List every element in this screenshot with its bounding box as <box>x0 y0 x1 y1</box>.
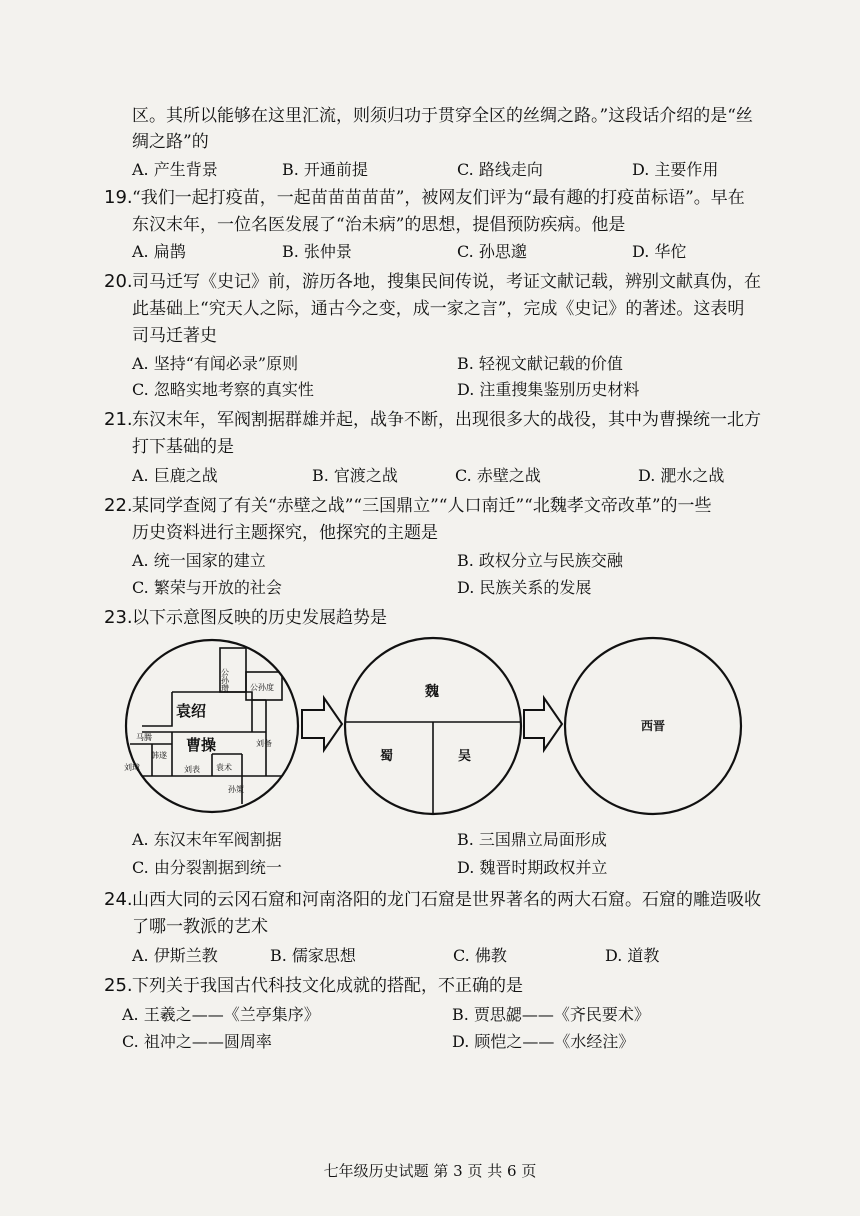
label-wei: 魏 <box>425 684 439 700</box>
q20-option-a: A. 坚持“有闻必录”原则 <box>132 354 299 373</box>
q24-option-b: B. 儒家思想 <box>270 946 356 965</box>
q18-text-line1: 区。其所以能够在这里汇流，则须归功于贯穿全区的丝绸之路。”这段话介绍的是“丝 <box>132 106 753 126</box>
q19-option-a: A. 扁鹊 <box>132 242 186 261</box>
q25-option-a: A. 王羲之——《兰亭集序》 <box>122 1005 320 1024</box>
label-gongsundu: 公孙度 <box>250 683 274 692</box>
q20-number: 20. <box>104 271 133 292</box>
label-gongsunzan: 公孙瓒 <box>220 668 230 692</box>
q21-option-d: D. 淝水之战 <box>638 466 725 485</box>
q21-option-b: B. 官渡之战 <box>312 466 398 485</box>
q23-option-d: D. 魏晋时期政权并立 <box>457 858 608 877</box>
page-footer: 七年级历史试题 第 3 页 共 6 页 <box>323 1162 537 1180</box>
q20-text-line3: 司马迁著史 <box>132 326 217 346</box>
label-xijin: 西晋 <box>641 719 666 733</box>
q23-text-line1: 以下示意图反映的历史发展趋势是 <box>132 608 387 628</box>
q20-option-d: D. 注重搜集鉴别历史材料 <box>457 380 640 399</box>
label-liuzhang: 刘璋 <box>124 763 140 772</box>
q20-text-line2: 此基础上“究天人之际，通古今之变，成一家之言”，完成《史记》的著述。这表明 <box>132 299 745 319</box>
q25-option-c: C. 祖冲之——圆周率 <box>122 1032 272 1051</box>
arrow-right-icon <box>524 698 562 750</box>
q18-option-b: B. 开通前提 <box>282 160 368 179</box>
q22-text-line1: 某同学查阅了有关“赤壁之战”“三国鼎立”“人口南迁”“北魏孝文帝改革”的一些 <box>132 496 712 516</box>
q24-text-line1: 山西大同的云冈石窟和河南洛阳的龙门石窟是世界著名的两大石窟。石窟的雕造吸收 <box>132 890 761 910</box>
q23-option-c: C. 由分裂割据到统一 <box>132 858 282 877</box>
label-wu: 吴 <box>458 749 472 764</box>
label-liubei: 刘备 <box>256 739 272 748</box>
label-shu: 蜀 <box>380 749 394 764</box>
q24-number: 24. <box>104 889 133 910</box>
q20-option-b: B. 轻视文献记载的价值 <box>457 354 623 373</box>
q21-text-line1: 东汉末年，军阀割据群雄并起，战争不断，出现很多大的战役，其中为曹操统一北方 <box>132 410 761 430</box>
q20-text-line1: 司马迁写《史记》前，游历各地，搜集民间传说，考证文献记载，辨别文献真伪，在 <box>132 272 761 292</box>
q24-option-d: D. 道教 <box>605 946 660 965</box>
q21-text-line2: 打下基础的是 <box>132 437 234 457</box>
q25-text-line1: 下列关于我国古代科技文化成就的搭配，不正确的是 <box>132 976 523 996</box>
q19-option-d: D. 华佗 <box>632 242 687 261</box>
q23-number: 23. <box>104 607 133 628</box>
q22-option-c: C. 繁荣与开放的社会 <box>132 578 282 597</box>
q25-option-b: B. 贾思勰——《齐民要术》 <box>452 1005 650 1024</box>
q19-option-b: B. 张仲景 <box>282 242 352 261</box>
q24-text-line2: 了哪一教派的艺术 <box>132 917 268 937</box>
q24-option-c: C. 佛教 <box>453 946 507 965</box>
q19-text-line2: 东汉末年，一位名医发展了“治未病”的思想，提倡预防疾病。他是 <box>132 215 626 235</box>
label-sunce: 孙策 <box>228 785 244 794</box>
arrow-right-icon <box>302 698 342 750</box>
q22-number: 22. <box>104 495 133 516</box>
q21-option-a: A. 巨鹿之战 <box>132 466 218 485</box>
q22-option-b: B. 政权分立与民族交融 <box>457 551 623 570</box>
q21-option-c: C. 赤壁之战 <box>455 466 541 485</box>
warlords-circle <box>124 640 310 812</box>
q18-option-d: D. 主要作用 <box>632 160 719 179</box>
q22-option-d: D. 民族关系的发展 <box>457 578 592 597</box>
q23-option-b: B. 三国鼎立局面形成 <box>457 830 607 849</box>
q23-diagram <box>110 636 760 816</box>
q25-number: 25. <box>104 975 133 996</box>
label-liubiao: 刘表 <box>184 765 200 774</box>
q18-text-line2: 绸之路”的 <box>132 132 209 152</box>
western-jin-circle <box>565 638 741 814</box>
q23-option-a: A. 东汉末年军阀割据 <box>132 830 282 849</box>
label-caocao: 曹操 <box>186 736 217 754</box>
q20-option-c: C. 忽略实地考察的真实性 <box>132 380 314 399</box>
label-yuanshao: 袁绍 <box>176 702 207 720</box>
three-kingdoms-circle <box>345 638 521 814</box>
q22-option-a: A. 统一国家的建立 <box>132 551 266 570</box>
q18-option-a: A. 产生背景 <box>132 160 218 179</box>
q22-text-line2: 历史资料进行主题探究，他探究的主题是 <box>132 523 438 543</box>
q18-option-c: C. 路线走向 <box>457 160 543 179</box>
label-yuanshu: 袁术 <box>216 763 232 772</box>
q19-option-c: C. 孙思邈 <box>457 242 527 261</box>
label-hansui: 韩遂 <box>151 751 167 760</box>
q19-number: 19. <box>104 187 133 208</box>
q21-number: 21. <box>104 409 133 430</box>
label-mateng: 马腾 <box>136 733 152 742</box>
q19-text-line1: “我们一起打疫苗，一起苗苗苗苗苗”，被网友们评为“最有趣的打疫苗标语”。早在 <box>132 188 745 208</box>
q24-option-a: A. 伊斯兰教 <box>132 946 218 965</box>
q25-option-d: D. 顾恺之——《水经注》 <box>452 1032 635 1051</box>
